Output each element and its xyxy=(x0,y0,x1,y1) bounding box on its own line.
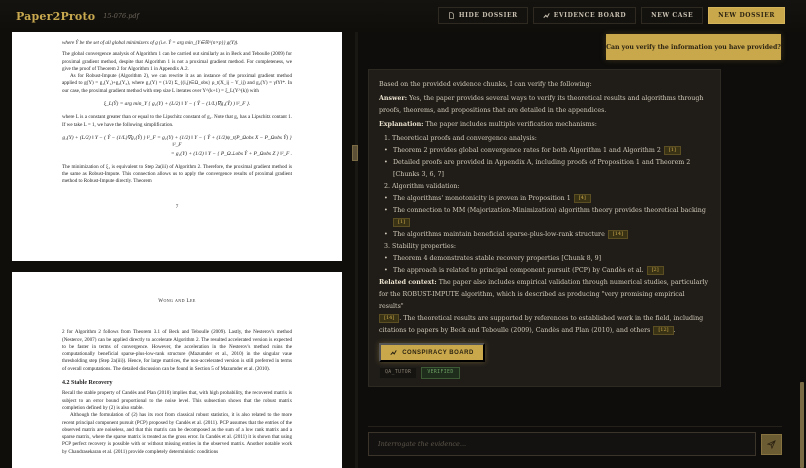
page-text: 2 for Algorithm 2 follows from Theorem 3.1 of Beck and Teboulle (2009). Lastly, the Nesterov's method (Nesterov, 2007) can be applied directly to accelerate Algorithm 2. The resulted accelerated version is expected to be faster in terms of convergence. However, the acceleration in the Nesterov's method ruins the computationally beneficial sparse-plus-low-rank structure (Mazumder et al., 2010) in the singular vaue thresholding step (Step 2a(iii)). Hence, for large matrices, the non-accelerated version is still preferred in terms of overall computations. The detailed discussion can be found in Section 5 of Mazumder et al. (2010). xyxy=(62,329,292,372)
answer-text: Yes, the paper provides several ways to verify its theoretical results and algorithms through proofs, theorems, and propositions that are detailed in the appendices. xyxy=(379,95,704,114)
intro-text: Based on the provided evidence chunks, I can verify the following: xyxy=(379,81,592,88)
new-case-button[interactable] xyxy=(641,7,703,24)
page-text: Recall the stable property of Candès and Plan (2010) implies that, with high probability, the recovered matrix is subject to an error bound proportional to the noise level. This subsection shows that the robust matrix completion defined by (2) is also stable. xyxy=(62,390,292,411)
related-text: . xyxy=(673,327,676,334)
related-label: Related context: xyxy=(379,279,437,286)
related-text: . The theoretical results are supported by references to established work in the field, including citations to papers by Beck and Teboulle (2009), Candès and Plan (2010), and others xyxy=(379,315,704,334)
citation-badge[interactable]: [1] xyxy=(664,146,681,155)
explanation-text: The paper includes multiple verification mechanisms: xyxy=(423,121,597,128)
user-message: Can you verify the information you have provided? xyxy=(606,34,781,60)
mode-tag: QA_TUTOR xyxy=(379,367,417,379)
list-item-text: Theorem 2 provides global convergence rates for both Algorithm 1 and Algorithm 2 xyxy=(393,147,661,154)
verified-badge: VERIFIED xyxy=(421,367,459,379)
conspiracy-board-label: CONSPIRACY BOARD xyxy=(402,349,474,356)
send-button[interactable] xyxy=(761,434,782,455)
list-item-text: The algorithms' monotonicity is proven in Proposition 1 xyxy=(393,195,571,202)
network-icon xyxy=(543,12,550,19)
list-heading: 2. Algorithm validation: xyxy=(384,183,460,190)
list-item: • The approach is related to principal component pursuit (PCP) by Candès et al. [2] xyxy=(379,265,710,277)
send-icon xyxy=(767,440,776,449)
list-item: • The connection to MM (Majorization-Minimization) algorithm theory provides theoretical backing [1] xyxy=(384,207,706,225)
chat-panel xyxy=(358,32,806,468)
page-number: 7 xyxy=(175,203,179,210)
pdf-page-8 xyxy=(12,272,342,468)
list-item-text: Theorem 4 demonstrates stable recovery properties [Chunk 8, 9] xyxy=(393,255,602,262)
header-actions xyxy=(438,7,785,24)
explanation-paragraph xyxy=(379,119,710,131)
hide-dossier-label: HIDE DOSSIER xyxy=(458,12,518,19)
answer-label: Answer: xyxy=(379,95,408,102)
page-text: As for Robust-Impute (Algorithm 2), we can rewrite it as an instance of the proximal gradient method applied to g(Y) = g₁(Y₁)+g₂(Y₂), where g₁(Y) = (1/2) Σ_{(i,j)∈Ω_obs} ρ_t(X_ij − Y_ij) and g₂(Y) = γ‖Y‖*. In our case, the proximal gradient method with step size L iterates over Y^(k+1) = ξ_L(Y^(k)) with xyxy=(62,73,292,94)
citation-badge[interactable]: [14] xyxy=(608,230,628,239)
page-text: The minimization of ξ₁ is equivalent to Step 2a(iii) of Algorithm 2. Therefore, the proximal gradient method is the same as Robust-Impute. This connection allows us to apply the convergence results of proximal gradient method to Robust-Impute directly. Theorem xyxy=(62,163,292,185)
list-heading: 1. Theoretical proofs and convergence analysis: xyxy=(384,135,537,142)
citation-badge[interactable]: [4] xyxy=(574,194,591,203)
list-item: • Theorem 4 demonstrates stable recovery properties [Chunk 8, 9] xyxy=(379,253,710,265)
list-item-text: The approach is related to principal component pursuit (PCP) by Candès et al. xyxy=(393,267,644,274)
new-dossier-button[interactable] xyxy=(708,7,785,24)
app-logo: Paper2Proto xyxy=(16,9,96,23)
new-case-label: NEW CASE xyxy=(651,12,694,19)
list-item-text: Detailed proofs are provided in Appendix A, including proofs of Proposition 1 and Theorem 2 [Chunks 3, 6, 7] xyxy=(393,159,691,178)
list-item: • The algorithms maintain beneficial sparse-plus-low-rank structure [14] xyxy=(379,229,710,241)
input-divider xyxy=(368,426,782,427)
related-text: The paper also includes empirical validation through numerical studies, particularly for the ROBUST-IMPUTE algorithm, which is described as producing "very promising empirical results" xyxy=(379,279,709,310)
explanation-label: Explanation: xyxy=(379,121,424,128)
equation: g₁(Y) + (L/2) ‖ Y − ( Ŷ − (1/L)∇g₁(Ŷ) ) ‖²_F = g₁(Y) + (1/2) ‖ Y − { Ŷ + (1/2)ψ_t(P_Ωobs X − P_Ωobs Ŷ) } ‖²_F xyxy=(62,134,292,149)
chat-scrollbar[interactable] xyxy=(800,382,804,468)
answer-paragraph xyxy=(379,93,710,117)
file-name: 15-076.pdf xyxy=(103,12,139,20)
evidence-board-label: EVIDENCE BOARD xyxy=(553,12,627,19)
top-bar xyxy=(0,0,806,32)
equation: = g₁(Y) + (1/2) ‖ Y − { P_Ω⊥obs Ŷ + P_Ωobs Z } ‖²_F . xyxy=(170,150,292,157)
page-text: where Ŷ be the set of all global minimizers of g (i.e. Ŷ = arg min_{Y∈ℝ^{n×p}} g(Y)). xyxy=(62,40,239,46)
equation: ξ_L(Ŷ) = arg min_Y { g₁(Y) + (L/2) ‖ Y − ( Ŷ − (1/L)∇g₁(Ŷ) ) ‖²_F }. xyxy=(103,101,251,108)
conspiracy-board-button[interactable] xyxy=(379,343,485,362)
new-dossier-label: NEW DOSSIER xyxy=(718,12,775,19)
related-paragraph xyxy=(379,277,710,337)
citation-badge[interactable]: [12] xyxy=(653,326,673,335)
pdf-page-7 xyxy=(12,32,342,261)
citation-badge[interactable]: [14] xyxy=(379,314,399,323)
page-text: Although the formulation of (2) has its root from classical robust statistics, it is also related to the more recent principal component pursuit (PCP) proposed by Candès et al. (2011). PCP assumes that the entries of the observed matrix are noiseless, and that this matrix can be decomposed as the sum of a low rank matrix and a sparse matrix, where the sparse matrix is treated as the gross error. In Candès et al. (2011) it is shown that using PCP perfect recovery is possible with or without missing entries in the observed matrix. Another notable work by Chandrasekaran et al. (2011) provide completely deterministic conditions xyxy=(62,412,292,455)
citation-badge[interactable]: [1] xyxy=(393,218,410,227)
list-item: • The algorithms' monotonicity is proven in Proposition 1 [4] xyxy=(379,193,710,205)
list-heading: 3. Stability properties: xyxy=(384,243,456,250)
network-icon xyxy=(390,349,397,356)
assistant-message xyxy=(368,69,721,387)
message-tags xyxy=(379,367,710,379)
section-title: 4.2 Stable Recovery xyxy=(62,380,113,387)
citation-badge[interactable]: [2] xyxy=(647,266,664,275)
evidence-board-button[interactable] xyxy=(533,7,636,24)
list-item-text: The algorithms maintain beneficial sparse-plus-low-rank structure xyxy=(393,231,605,238)
page-text: The global convergence analysis of Algorithm 1 can be carried out similarly as in Beck and Teboulle (2009) for proximal gradient method, despite that Algorithm 1 is not a proximal gradient method. For completeness, we give the proof of Theorem 2 for Algorithm 1 in Appendix A.2. xyxy=(62,51,292,72)
hide-dossier-button[interactable] xyxy=(438,7,528,24)
list-item: • Detailed proofs are provided in Appendix A, including proofs of Proposition 1 and Theorem 2 [Chunks 3, 6, 7] xyxy=(379,157,710,181)
list-item: • Theorem 2 provides global convergence rates for both Algorithm 1 and Algorithm 2 [1] xyxy=(379,145,710,157)
running-head: Wong and Lee xyxy=(158,298,196,304)
chat-input-container xyxy=(368,432,756,456)
page-text: where L is a constant greater than or equal to the Lipschitz constant of g₁. Note that g₁ has a Lipschitz contant 1. If we take L = 1, we have the following simplification. xyxy=(62,114,292,128)
pdf-viewer[interactable] xyxy=(0,32,355,468)
document-icon xyxy=(448,12,455,19)
chat-input[interactable] xyxy=(378,440,755,448)
list-item-text: The connection to MM (Majorization-Minimization) algorithm theory provides theoretical backing xyxy=(393,207,706,214)
